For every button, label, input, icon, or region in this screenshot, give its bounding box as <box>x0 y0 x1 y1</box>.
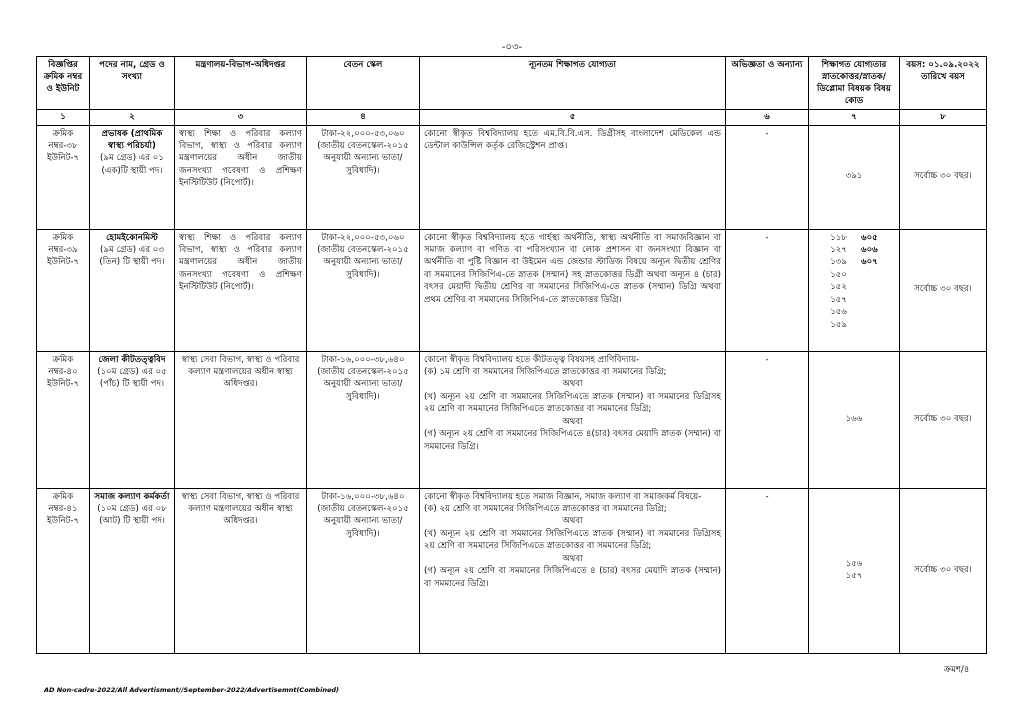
experience-cell <box>726 351 809 488</box>
qualification-line: (ক) ২য় শ্রেণি বা সমমানের সিজিপিএতে স্নাতকোত্তর বা সমমানের ডিগ্রি; <box>424 504 667 515</box>
pay-scale-cell <box>307 488 420 653</box>
age-text: সর্বোচ্চ ৩০ বছর। <box>914 564 972 575</box>
serial-cell <box>37 229 90 351</box>
ministry-text: স্বাস্থ্য সেবা বিভাগ, স্বাস্থ্য ও পরিবার কল্যাণ মন্ত্রণালয়ের অধীন স্বাস্থ্য অধিদপ্তর। <box>181 491 300 527</box>
post-cell <box>90 125 175 229</box>
column-number: ৪ <box>307 110 420 125</box>
subject-code: ৩৯১ <box>845 171 863 182</box>
header-subject-code: শিক্ষাগত যোগ্যতার স্নাতকোত্তর/স্নাতক/ ডিপ্লোমা বিষয়ক বিষয় কোড <box>809 57 900 110</box>
age-text: সর্বোচ্চ ৩০ বছর। <box>914 413 972 424</box>
table-row <box>37 125 987 229</box>
page-number: -০৩- <box>501 42 523 53</box>
post-cell <box>90 229 175 351</box>
pay-scale-cell <box>307 351 420 488</box>
header-post: পদের নাম, গ্রেড ও সংখ্যা <box>90 57 175 110</box>
post-title: প্রভাষক (প্রাথমিক স্বাস্থ্য পরিচর্যা) <box>101 128 163 152</box>
qualification-or: অথবা <box>562 416 583 427</box>
subject-code-wrap <box>813 491 895 650</box>
serial-text: ক্রমিক নম্বর-৩৯ ইউনিট-৭ <box>46 232 80 268</box>
subject-code: ৬০৬ <box>861 245 878 256</box>
subject-code: ১৫৭ <box>830 294 847 305</box>
header-qualification: ন্যূনতম শিক্ষাগত যোগ্যতা <box>420 57 726 110</box>
column-number: ২ <box>90 110 175 125</box>
pay-scale-text: টাকা-১৬,০০০-৩৮,৬৪০ (জাতীয় বেতনস্কেল-২০১৫ অনুযায়ী অন্যান্য ভাতা/সুবিধাদি)। <box>317 354 409 402</box>
post-detail: (৯ম গ্রেড) এর ০৩ (তিন) টি স্থায়ী পদ। <box>99 245 165 268</box>
subject-code-column <box>830 232 847 332</box>
subject-codes <box>830 232 878 332</box>
subject-code: ৬০৫ <box>861 232 878 243</box>
experience-cell <box>726 229 809 351</box>
qualification-line: কোনো স্বীকৃত বিশ্ববিদ্যালয় হতে এম.বি.বি.এস. ডিগ্রীসহ বাংলাদেশ মেডিকেল এন্ড ডেন্টাল কাউন্সিল কর্তৃক রেজিস্ট্রেশন প্রাপ্ত। <box>424 128 721 152</box>
recruitment-table <box>36 56 987 654</box>
age-wrap <box>904 491 982 650</box>
continued-note: ক্রমশ/৪ <box>944 665 970 675</box>
qualification-line: (গ) অন্যূন ২য় শ্রেণি বা সমমানের সিজিপিএতে ৪ (চার) বৎসর মেয়াদি স্নাতক (সম্মান) বা সমমানের ডিগ্রি। <box>424 566 721 589</box>
pay-scale-cell <box>307 125 420 229</box>
table-row <box>37 229 987 351</box>
qualification-line: (গ) অন্যূন ২য় শ্রেণি বা সমমানের সিজিপিএতে ৪(চার) বৎসর মেয়াদি স্নাতক (সম্মান) বা সমমানের ডিগ্রি। <box>424 429 721 452</box>
age-text: সর্বোচ্চ ৩০ বছর। <box>914 171 972 182</box>
experience-text: - <box>765 491 769 502</box>
age-cell <box>900 229 987 351</box>
column-number-row <box>37 110 987 125</box>
header-serial: বিজ্ঞপ্তির ক্রমিক নম্বর ও ইউনিট <box>37 57 90 110</box>
subject-code-cell <box>809 229 900 351</box>
subject-code: ১৫৬ <box>845 558 863 569</box>
age-text: সর্বোচ্চ ৩০ বছর। <box>914 284 972 295</box>
subject-code-cell <box>809 125 900 229</box>
header-pay-scale: বেতন স্কেল <box>307 57 420 110</box>
subject-codes <box>846 558 863 583</box>
qualification-or: অথবা <box>562 516 583 527</box>
subject-code-column <box>846 170 863 182</box>
ministry-cell <box>175 488 307 653</box>
subject-codes <box>846 413 863 425</box>
column-number: ৩ <box>175 110 307 125</box>
post-cell <box>90 488 175 653</box>
column-number: ৫ <box>420 110 726 125</box>
subject-code: ১২৭ <box>830 245 847 256</box>
subject-code-wrap <box>813 128 895 226</box>
age-wrap <box>904 232 982 348</box>
age-cell <box>900 351 987 488</box>
subject-code: ১৫৬ <box>830 307 847 318</box>
subject-code: ১৫০ <box>830 269 847 280</box>
subject-code-wrap <box>813 354 895 485</box>
post-title: হোমইকোনমিস্ট <box>106 232 158 243</box>
subject-code-cell <box>809 351 900 488</box>
qualification-line: (ক) ১ম শ্রেণি বা সমমানের সিজিপিএতে স্নাতকোত্তর বা সমমানের ডিগ্রি; <box>424 367 667 378</box>
qualification-line: (খ) অন্যূন ২য় শ্রেণি বা সমমানের সিজিপিএতে স্নাতক (সম্মান) বা সমমানের ডিগ্রিসহ ২য় শ্রেণি বা সমমানের সিজিপিএতে স্নাতকোত্তর বা সমমানের ডিগ্রি; <box>424 391 721 415</box>
qualification-cell <box>420 488 726 653</box>
qualification-or: অথবা <box>562 379 583 390</box>
post-title: সমাজ কল্যাণ কর্মকর্তা <box>94 491 170 502</box>
qualification-line: কোনো স্বীকৃত বিশ্ববিদ্যালয় হতে গার্হস্থ্য অর্থনীতি, স্বাস্থ্য অর্থনীতি বা সমাজবিজ্ঞান বা সমাজ কল্যাণ বা গণিত বা পরিসংখ্যান বা লোক প্রশাসন বা জনসংখ্যা বিজ্ঞান বা অর্থনীতি বা পুষ্টি বিজ্ঞান বা উইমেন এন্ড জেন্ডার স্টাডিজ বিষয়ে অন্যূন দ্বিতীয় শ্রেণির বা সমমানের সিজিপিএ-তে স্নাতক (সম্মান) সহ স্নাতকোত্তর ডিগ্রী অথবা অন্যূন ৪ (চার) বৎসর মেয়াদী দ্বিতীয় শ্রেণির বা সমমানের সিজিপিএ-তে স্নাতক (সম্মান) ডিগ্রি অথবা প্রথম শ্রেণির বা সমমানের সিজিপিএ-তে স্নাতকোত্তর ডিগ্রি। <box>424 232 721 305</box>
experience-cell <box>726 125 809 229</box>
qualification-cell <box>420 351 726 488</box>
subject-code-cell <box>809 488 900 653</box>
ministry-text: স্বাস্থ্য সেবা বিভাগ, স্বাস্থ্য ও পরিবার কল্যাণ মন্ত্রণালয়ের অধীন স্বাস্থ্য অধিদপ্তর। <box>181 354 300 390</box>
table-row <box>37 488 987 653</box>
subject-code-column <box>846 558 863 583</box>
serial-text: ক্রমিক নম্বর-৪০ ইউনিট-৭ <box>46 354 80 390</box>
pay-scale-text: টাকা-২২,০০০-৫৩,০৬০ (জাতীয় বেতনস্কেল-২০১৫ অনুযায়ী অন্যান্য ভাতা/ সুবিধাদি)। <box>317 232 409 280</box>
age-cell <box>900 488 987 653</box>
subject-code: ৬০৭ <box>861 257 878 268</box>
header-row <box>37 57 987 110</box>
serial-cell <box>37 351 90 488</box>
ministry-cell <box>175 229 307 351</box>
experience-text: - <box>765 232 769 243</box>
pay-scale-text: টাকা-১৬,০০০-৩৮,৬৪০ (জাতীয় বেতনস্কেল-২০১৫ অনুযায়ী অন্যান্য ভাতা/সুবিধাদি)। <box>317 491 409 539</box>
subject-code: ১৫২ <box>830 282 847 293</box>
ministry-cell <box>175 351 307 488</box>
column-number: ৬ <box>726 110 809 125</box>
header-experience: অভিজ্ঞতা ও অন্যান্য <box>726 57 809 110</box>
qualification-line: (খ) অন্যূন ২য় শ্রেণি বা সমমানের সিজিপিএতে স্নাতক (সম্মান) বা সমমানের ডিগ্রিসহ ২য় শ্রেণি বা সমমানের সিজিপিএতে স্নাতকোত্তর বা সমমানের ডিগ্রি; <box>424 528 721 552</box>
serial-cell <box>37 125 90 229</box>
experience-cell <box>726 488 809 653</box>
post-title: জেলা কীটতত্ত্ববিদ <box>98 354 166 365</box>
subject-code: ১৩৯ <box>830 257 847 268</box>
serial-cell <box>37 488 90 653</box>
column-number: ৭ <box>809 110 900 125</box>
post-detail: (৯ম গ্রেড) এর ০১ (এক)টি স্থায়ী পদ। <box>100 153 164 176</box>
column-number: ১ <box>37 110 90 125</box>
pay-scale-text: টাকা-২২,০০০-৫৩,০৬০ (জাতীয় বেতনস্কেল-২০১৫ অনুযায়ী অন্যান্য ভাতা/সুবিধাদি)। <box>317 128 409 176</box>
ministry-cell <box>175 125 307 229</box>
ministry-text: স্বাস্থ্য শিক্ষা ও পরিবার কল্যাণ বিভাগ, স্বাস্থ্য ও পরিবার কল্যাণ মন্ত্রণালয়ের অধীন জাতীয় জনসংখ্যা গবেষণা ও প্রশিক্ষণ ইনস্টিটিউট (নিপোর্ট)। <box>179 232 302 293</box>
pay-scale-cell <box>307 229 420 351</box>
post-detail: (১০ম গ্রেড) এর ০৫ (পাঁচ) টি স্থায়ী পদ। <box>97 367 167 390</box>
age-cell <box>900 125 987 229</box>
serial-text: ক্রমিক নম্বর-৩৮ ইউনিট-৭ <box>46 128 80 164</box>
qualification-cell <box>420 125 726 229</box>
subject-code: ১৬৬ <box>845 413 863 424</box>
qualification-or: অথবা <box>562 553 583 564</box>
header-age: বয়স: ০১.০৯.২০২২ তারিখে বয়স <box>900 57 987 110</box>
subject-code-wrap <box>813 232 895 348</box>
post-detail: (১০ম গ্রেড) এর ০৮ (আট) টি স্থায়ী পদ। <box>97 504 167 527</box>
ministry-text: স্বাস্থ্য শিক্ষা ও পরিবার কল্যাণ বিভাগ, স্বাস্থ্য ও পরিবার কল্যাণ মন্ত্রণালয়ের অধীন জাতীয় জনসংখ্যা গবেষণা ও প্রশিক্ষণ ইনস্টিটিউট (নিপোর্ট)। <box>179 128 302 189</box>
subject-code: ১১৮ <box>830 232 847 243</box>
post-cell <box>90 351 175 488</box>
age-wrap <box>904 354 982 485</box>
qualification-cell <box>420 229 726 351</box>
subject-codes <box>846 170 863 182</box>
table-row <box>37 351 987 488</box>
age-wrap <box>904 128 982 226</box>
column-number: ৮ <box>900 110 987 125</box>
subject-code-column <box>861 232 878 332</box>
subject-code: ১৫৭ <box>845 571 863 582</box>
qualification-line: কোনো স্বীকৃত বিশ্ববিদ্যালয় হতে কীটতত্ত্ব বিষয়সহ প্রাণিবিদ্যায়- <box>424 354 640 365</box>
header-ministry: মন্ত্রণালয়-বিভাগ-অধিদপ্তর <box>175 57 307 110</box>
subject-code-column <box>846 413 863 425</box>
subject-code: ১৫৯ <box>830 319 847 330</box>
experience-text: - <box>765 354 769 365</box>
serial-text: ক্রমিক নম্বর-৪১ ইউনিট-৭ <box>46 491 80 527</box>
footer-reference: AD Non-cadre-2022/All Advertisment//September-2022/Advertisemnt(Combined) <box>44 686 339 694</box>
experience-text: - <box>765 128 769 139</box>
qualification-line: কোনো স্বীকৃত বিশ্ববিদ্যালয় হতে সমাজ বিজ্ঞান, সমাজ কল্যাণ বা সমাজকর্ম বিষয়ে- <box>424 491 702 502</box>
